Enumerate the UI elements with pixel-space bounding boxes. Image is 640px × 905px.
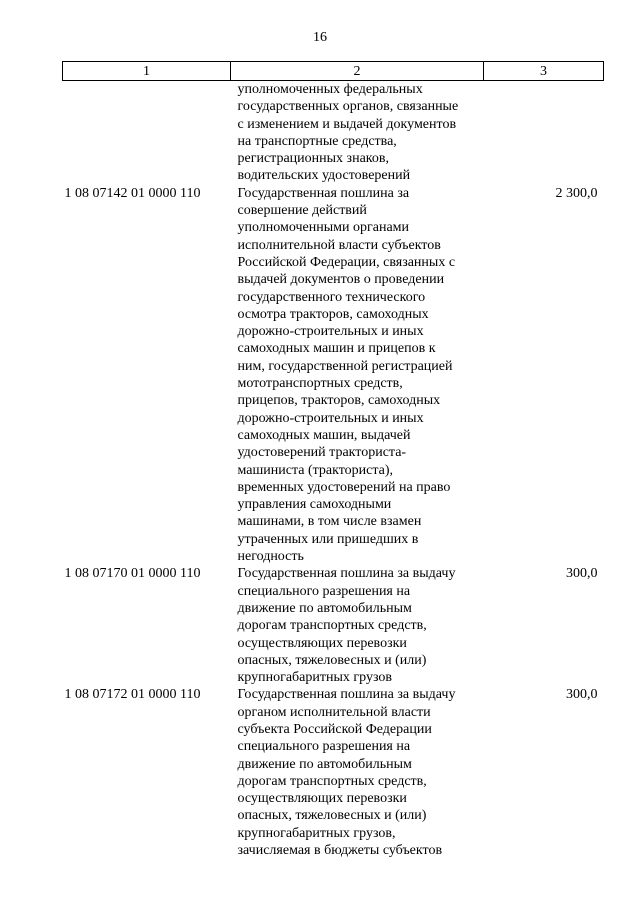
description-line: осуществляющих перевозки [237, 635, 407, 651]
description-line: мототранспортных средств, [237, 376, 403, 392]
description-line: водительских удостоверений [237, 168, 411, 184]
description-line: специального разрешения на [237, 583, 411, 599]
description-line: государственного технического [237, 289, 426, 305]
description-line: осмотра тракторов, самоходных [237, 306, 429, 322]
budget-code-cell: 1 08 07142 01 0000 110 [64, 185, 201, 201]
description-line: Государственная пошлина за выдачу [237, 566, 456, 582]
description-line: самоходных машин, выдачей [237, 427, 411, 443]
description-line: регистрационных знаков, [237, 151, 389, 167]
budget-table [62, 61, 604, 859]
description-line: опасных, тяжеловесных и (или) [237, 808, 427, 824]
page-number: 16 [313, 30, 327, 45]
description-line: дорожно-строительных и иных [237, 410, 424, 426]
description-line: выдачей документов о проведении [237, 272, 445, 288]
description-line: органом исполнительной власти [237, 704, 431, 720]
description-cell [231, 81, 484, 185]
description-line: временных удостоверений на право [237, 479, 451, 495]
budget-code-cell: 1 08 07170 01 0000 110 [64, 566, 201, 582]
description-cell [231, 686, 484, 859]
table-header-row [63, 62, 604, 81]
description-line: дорогам транспортных средств, [237, 618, 427, 634]
column-header-description: 2 [231, 62, 484, 81]
description-line: опасных, тяжеловесных и (или) [237, 652, 427, 668]
description-line: уполномоченными органами [237, 220, 410, 236]
description-line: движение по автомобильным [237, 600, 412, 616]
description-line: Российской Федерации, связанных с [237, 254, 456, 270]
description-line: субъекта Российской Федерации [237, 721, 432, 737]
amount-cell: 2 300,0 [555, 185, 598, 201]
description-line: прицепов, тракторов, самоходных [237, 393, 441, 409]
description-line: дорожно-строительных и иных [237, 324, 424, 340]
description-line: самоходных машин и прицепов к [237, 341, 436, 357]
table-row [63, 686, 604, 859]
column-header-amount: 3 [484, 62, 604, 81]
table-row [63, 81, 604, 185]
description-line: на транспортные средства, [237, 133, 397, 149]
description-line: удостоверений тракториста- [237, 445, 407, 461]
description-line: исполнительной власти субъектов [237, 237, 441, 253]
description-line: уполномоченных федеральных [237, 82, 423, 97]
description-line: негодность [237, 549, 304, 565]
description-line: машиниста (тракториста), [237, 462, 394, 478]
description-line: государственных органов, связанные [237, 99, 459, 115]
description-line: движение по автомобильным [237, 756, 412, 772]
description-line: ним, государственной регистрацией [237, 358, 453, 374]
budget-code-cell: 1 08 07172 01 0000 110 [64, 687, 201, 703]
description-line: крупногабаритных грузов [237, 670, 393, 686]
table-body [63, 81, 604, 860]
description-line: утраченных или пришедших в [237, 531, 419, 547]
description-line: Государственная пошлина за [237, 185, 410, 201]
description-line: управления самоходными [237, 497, 392, 513]
description-line: машинами, в том числе взамен [237, 514, 422, 530]
description-line: совершение действий [237, 203, 367, 219]
description-line: зачисляемая в бюджеты субъектов [237, 843, 443, 859]
description-line: крупногабаритных грузов, [237, 825, 396, 841]
budget-code-cell [63, 81, 231, 185]
description-line: дорогам транспортных средств, [237, 773, 427, 789]
table-row [63, 565, 604, 686]
description-line: специального разрешения на [237, 739, 411, 755]
description-line: осуществляющих перевозки [237, 791, 407, 807]
description-cell [231, 185, 484, 566]
table-row [63, 185, 604, 566]
amount-cell [484, 81, 604, 185]
description-line: с изменением и выдачей документов [237, 116, 457, 132]
amount-cell: 300,0 [566, 687, 598, 703]
amount-cell: 300,0 [566, 566, 598, 582]
column-header-code: 1 [63, 62, 231, 81]
description-line: Государственная пошлина за выдачу [237, 687, 456, 703]
description-cell [231, 565, 484, 686]
